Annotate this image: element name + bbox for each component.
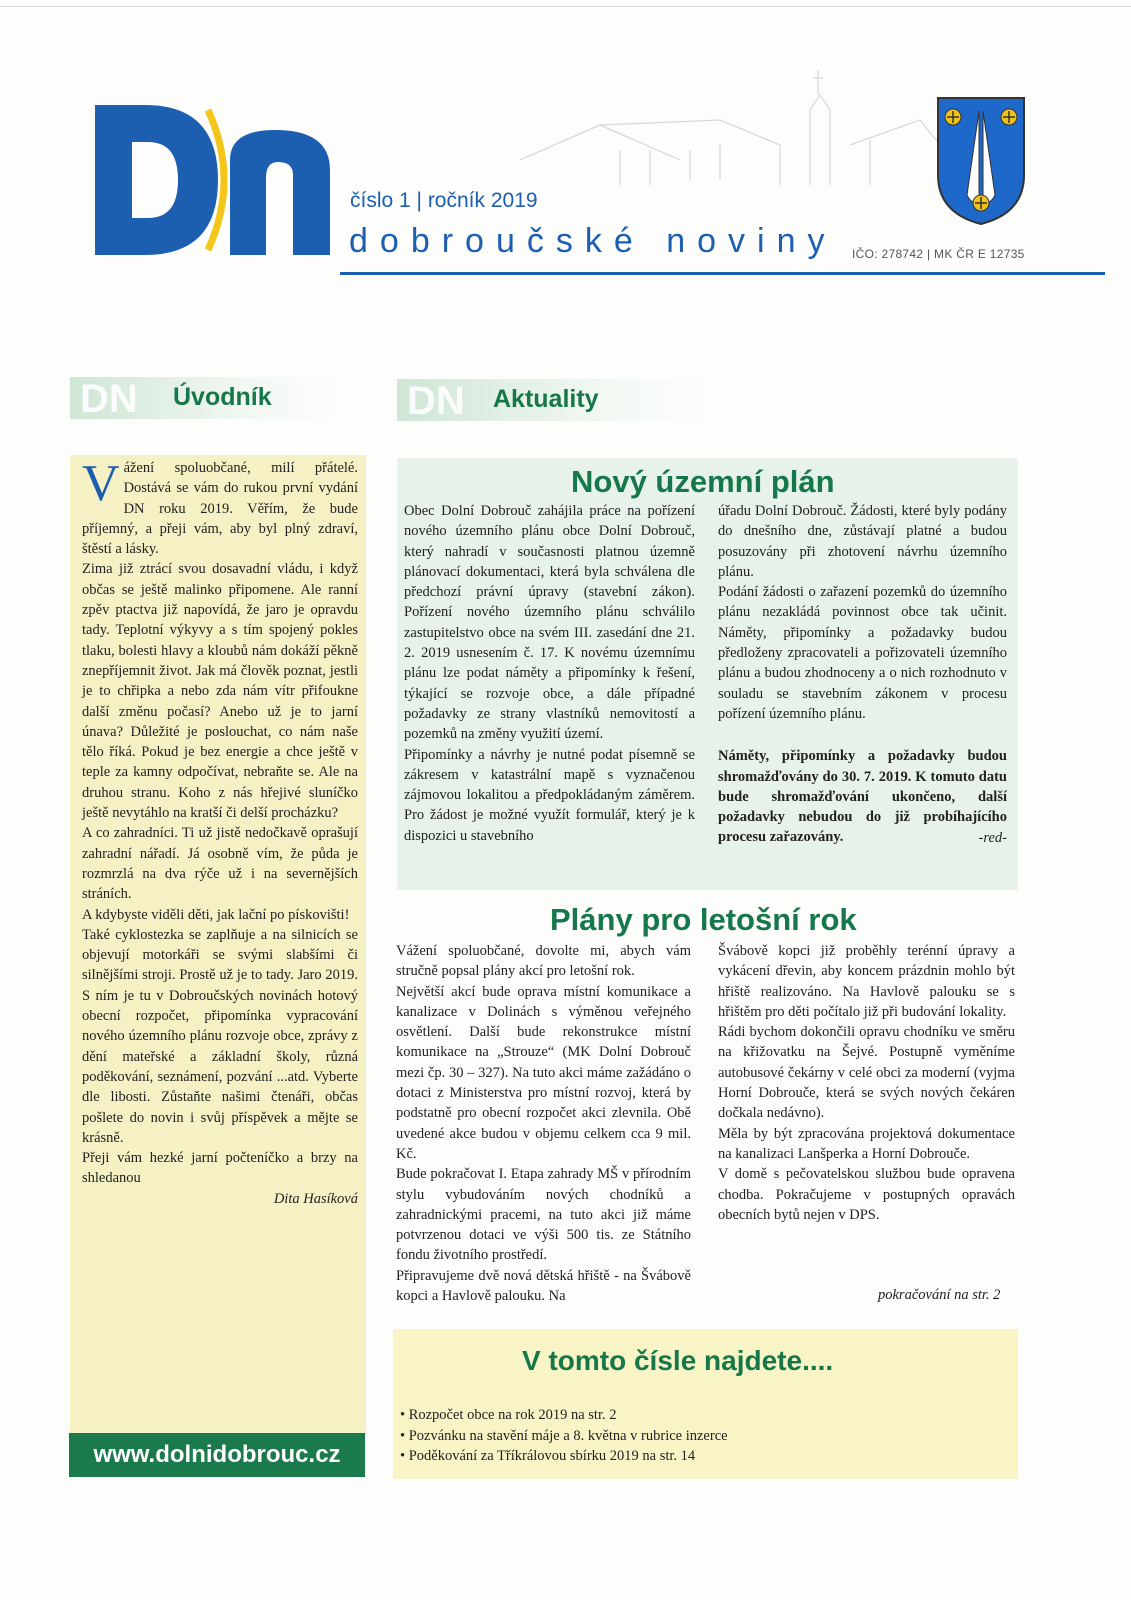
editorial-paragraph: ážení spoluobčané, milí přátelé. Dostává se vám do rukou první vydání DN roku 2019. Věřím, že bude příjemný, a přeji vám, aby byl plný zdraví, štěstí a lásky. bbox=[82, 460, 358, 558]
website-link[interactable]: www.dolnidobrouc.cz bbox=[69, 1433, 365, 1477]
article-paragraph: Rádi bychom dokončili opravu chodníku ve směru na křižovatku na Šejvé. Postupně vyměníme autobusové čekárny v celé obci za moderní (vyjma Horní Dobrouče, která se svých nových čekáren dočkala nedávno). bbox=[718, 1024, 1015, 1122]
article1-column-right bbox=[718, 501, 1007, 848]
newspaper-subtitle: dobroučské noviny bbox=[349, 222, 837, 260]
article-paragraph: Švábově kopci již proběhly terénní úpravy a vykácení dřevin, aby koncem prázdnin mohlo být hřiště realizováno. Na Havlově palouku se s hřištěm pro děti počítalo již při budování lokality. bbox=[718, 943, 1015, 1020]
section-header-uvodnik bbox=[70, 377, 370, 419]
editorial-text bbox=[82, 455, 358, 1209]
article-paragraph: Největší akcí bude oprava místní komunikace a kanalizace v Dolinách s výměnou veřejného osvětlení. Další bude rekonstrukce místní komunikace na „Strouze“ (MK Dolní Dobrouč mezi čp. 30 – 327). Na tuto akci máme zažádáno o dotaci z Ministerstva pro místní rozvoj, která by podstatně pro obecní rozpočet akci zlevnila. Obě uvedené akce budou v objemu celkem cca 9 mil. Kč. bbox=[396, 983, 691, 1162]
article-paragraph: úřadu Dolní Dobrouč. Žádosti, které byly podány do dnešního dne, zůstávají platné a budou posuzovány při zhotovení návrhu územního plánu. bbox=[718, 503, 1007, 580]
editorial-paragraph: A kdybyste viděli děti, jak lační po pískovišti! bbox=[82, 906, 350, 923]
article-paragraph: Bude pokračovat I. Etapa zahrady MŠ v přírodním stylu vybudováním nových chodníků a zahradnickými pracemi, na tuto akci již máme potvrzenou dotaci ve výši 500 tis. ze Státního fondu životního prostředí. bbox=[396, 1166, 691, 1264]
editorial-paragraph: Zima již ztrácí svou dosavadní vládu, i když občas se ještě malinko připomene. Ale ranní zpěv ptactva již napovídá, že jaro je opravdu tady. Teplotní výkyvy a s tím spojený pokles tlaku, bolesti hlavy a kloubů nám dokáží pěkně znepříjemnit život. Jak má člověk poznat, jestli je to chřipka a nebo zda nám vítr přifoukne další změnu počasí? Anebo už je to jarní únava? Důležité je poslouchat, co nám naše tělo říká. Pokud je bez energie a chce ještě v teple za kamny odpočívat, nebraňte se. Ale na druhou stranu. Koho z nás hřejivé sluníčko ještě nevytáhlo na kratší či delší procházku? bbox=[82, 561, 358, 822]
article-title-plans: Plány pro letošní rok bbox=[550, 902, 857, 937]
coat-of-arms-icon bbox=[935, 95, 1027, 227]
town-sketch-icon bbox=[520, 50, 940, 190]
masthead-rule bbox=[340, 272, 1105, 275]
editorial-signature: Dita Hasíková bbox=[273, 1190, 358, 1207]
article-paragraph: Připravujeme dvě nová dětská hřiště - na Švábově kopci a Havlově palouku. Na bbox=[396, 1267, 691, 1305]
dn-logo bbox=[90, 100, 335, 260]
article-deadline-note: Náměty, připomínky a požadavky budou shromažďovány do 30. 7. 2019. K tomuto datu bude shromažďování ukončeno, další požadavky nebudou do již probíhajícího procesu zařazovány. bbox=[718, 748, 1007, 846]
editorial-paragraph: A co zahradníci. Ti už jistě nedočkavě oprašují zahradní nářadí. Já osobně vím, že půda je rozmrzlá na dva rýče už i na severnějších stráních. bbox=[82, 825, 358, 903]
article-paragraph: V domě s pečovatelskou službou bude opravena chodba. Pokračujeme v postupných opravách obecních bytů nejen v DPS. bbox=[718, 1166, 1015, 1223]
article-paragraph: Připomínky a návrhy je nutné podat písemně se zákresem v katastrální mapě s vyznačenou zájmovou lokalitou a předpokládaným záměrem. Pro žádost je možné využít formulář, který je k dispozici u stavebního bbox=[404, 746, 695, 844]
drop-cap: V bbox=[82, 455, 120, 512]
article-signature: -red- bbox=[978, 829, 1007, 846]
list-item: • Pozvánku na stavění máje a 8. května v rubrice inzerce bbox=[400, 1426, 728, 1447]
article2-column-left bbox=[396, 941, 691, 1306]
article-paragraph: Vážení spoluobčané, dovolte mi, abych vám stručně popsal plány akcí pro letošní rok. bbox=[396, 943, 691, 980]
section-title: Úvodník bbox=[173, 383, 272, 411]
article-paragraph: Měla by být zpracována projektová dokumentace na kanalizaci Lanšperka a Horní Dobrouče. bbox=[718, 1125, 1015, 1162]
list-item: • Rozpočet obce na rok 2019 na str. 2 bbox=[400, 1405, 728, 1426]
editorial-paragraph: Také cyklostezka se zaplňuje a na silnicích se objevují motorkáři se svými slabšími či silnějšími stroji. Prostě už je to tady. Jaro 2019. S ním je tu v Dobroučských novinách hotový obecní rozpočet, připomínka vypracování nového územního plánu rozvoje obce, zprávy z dění mateřské a základní školy, různá poděkování, seznámení, pozvání ...atd. Vyberte dle libosti. Zůstaňte našimi čtenáři, občas pošlete do novin i svůj příspěvek a mějte se krásně. bbox=[82, 926, 358, 1146]
article-paragraph: Obec Dolní Dobrouč zahájila práce na pořízení nového územního plánu obce Dolní Dobrouč, který nahradí v současnosti platnou územně plánovací dokumentaci, která byla schválena dle předchozí právní úpravy (stavební zákon). Pořízení nového územního plánu schválilo zastupitelstvo obce na svém III. zasedání dne 21. 2. 2019 usnesením č. 17. K novému územnímu plánu lze podat náměty a připomínky k řešení, týkající se rozvoje obce, a dále případné požadavky ze strany vlastníků nemovitostí a pozemků na změny využití území. bbox=[404, 503, 695, 743]
registration-info: IČO: 278742 | MK ČR E 12735 bbox=[852, 247, 1025, 261]
list-item: • Poděkování za Tříkrálovou sbírku 2019 na str. 14 bbox=[400, 1446, 728, 1467]
article-title-territorial-plan: Nový územní plán bbox=[571, 464, 835, 499]
editorial-paragraph: Přeji vám hezké jarní počteníčko a brzy na shledanou bbox=[82, 1150, 358, 1187]
section-header-logo: DN bbox=[407, 379, 465, 423]
top-rule bbox=[0, 6, 1131, 7]
in-this-issue-list bbox=[400, 1405, 728, 1467]
section-title: Aktuality bbox=[493, 385, 599, 413]
article-paragraph: Podání žádosti o zařazení pozemků do územního plánu nezakládá povinnost obce tak učinit. Náměty, připomínky a požadavky budou předloženy zpracovateli a pořizovateli územního plánu a budou zhodnoceny a o nich rozhodnuto v souladu se stavebním zákonem v procesu pořízení územního plánu. bbox=[718, 584, 1007, 722]
article1-column-left bbox=[404, 501, 695, 846]
in-this-issue-title: V tomto čísle najdete.... bbox=[522, 1345, 834, 1376]
section-header-aktuality bbox=[397, 379, 742, 421]
article2-column-right bbox=[718, 941, 1015, 1225]
continued-note: pokračování na str. 2 bbox=[878, 1287, 1001, 1303]
issue-number: číslo 1 | ročník 2019 bbox=[350, 189, 538, 212]
section-header-logo: DN bbox=[80, 377, 138, 421]
